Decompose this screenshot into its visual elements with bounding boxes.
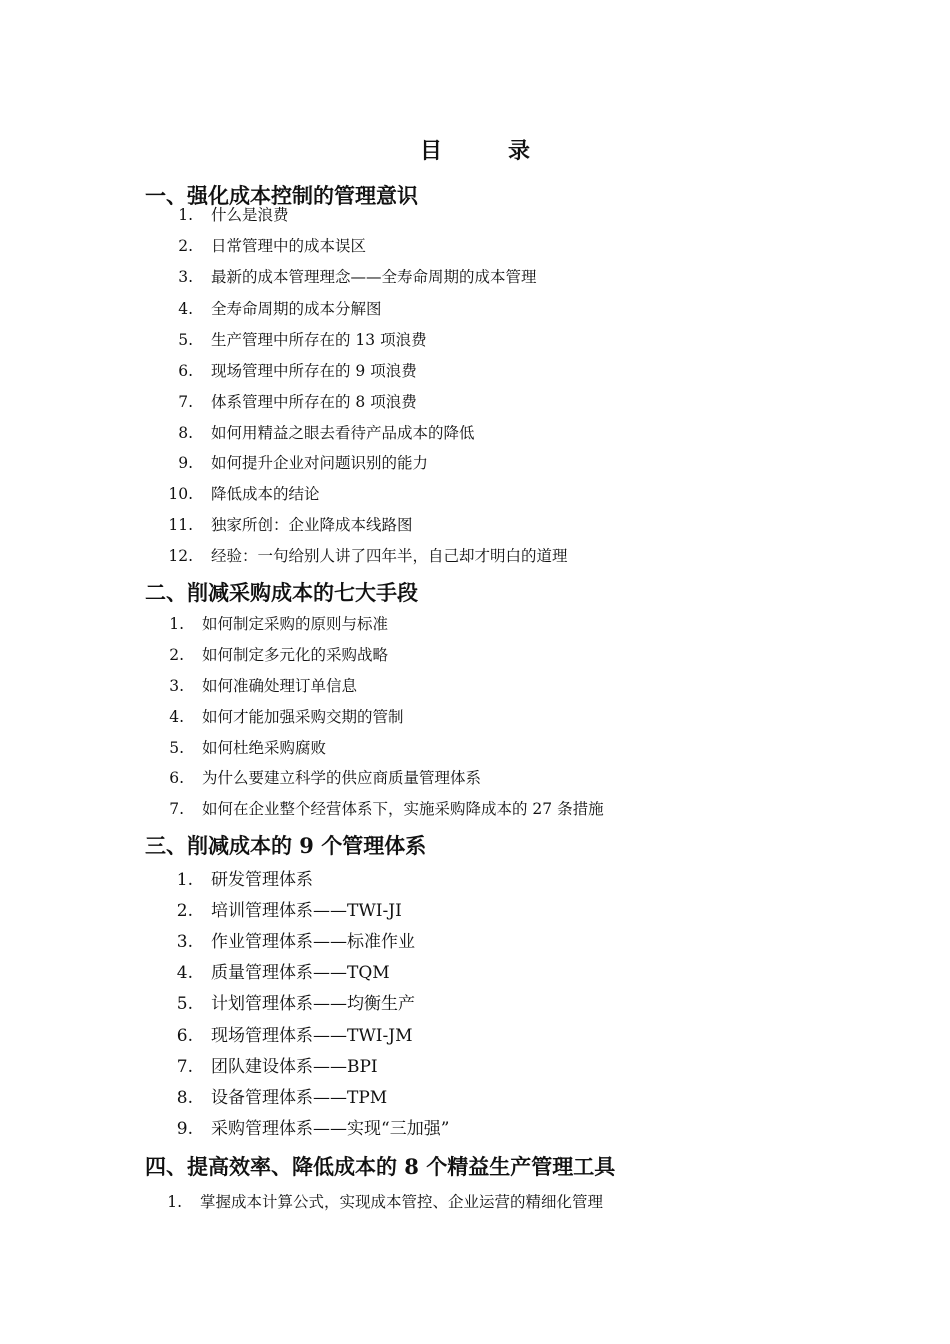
list-item: 2. 培训管理体系——TWI-JI xyxy=(176,901,402,921)
list-item: 9. 如何提升企业对问题识别的能力 xyxy=(178,454,429,472)
section-heading-1: 一、强化成本控制的管理意识 xyxy=(145,183,418,208)
list-item: 3. 最新的成本管理理念——全寿命周期的成本管理 xyxy=(178,268,537,286)
list-item: 4. 全寿命周期的成本分解图 xyxy=(178,300,382,318)
list-item: 3. 作业管理体系——标准作业 xyxy=(176,932,415,952)
list-item: 1. 掌握成本计算公式，实现成本管控、企业运营的精细化管理 xyxy=(167,1193,604,1211)
list-item: 5. 生产管理中所存在的 13 项浪费 xyxy=(178,331,427,349)
list-item: 1. 研发管理体系 xyxy=(176,870,313,890)
list-item: 7. 体系管理中所存在的 8 项浪费 xyxy=(178,393,417,411)
section-heading-3: 三、削减成本的 9 个管理体系 xyxy=(145,833,427,858)
page-title xyxy=(0,134,950,165)
list-item: 7. 如何在企业整个经营体系下，实施采购降成本的 27 条措施 xyxy=(169,800,604,818)
list-item: 5. 如何杜绝采购腐败 xyxy=(169,739,327,757)
section-heading-2: 二、削减采购成本的七大手段 xyxy=(145,580,418,605)
list-item: 1. 如何制定采购的原则与标准 xyxy=(169,615,389,633)
list-item: 3. 如何准确处理订单信息 xyxy=(169,677,358,695)
list-item: 2. 日常管理中的成本误区 xyxy=(178,237,367,255)
title-right: 录 xyxy=(508,138,531,164)
list-item: 12. 经验：一句给别人讲了四年半，自己却才明白的道理 xyxy=(168,547,568,565)
list-item: 5. 计划管理体系——均衡生产 xyxy=(176,994,415,1014)
section-heading-4: 四、提高效率、降低成本的 8 个精益生产管理工具 xyxy=(145,1154,616,1179)
list-item: 6. 现场管理体系——TWI-JM xyxy=(176,1026,413,1046)
list-item: 7. 团队建设体系——BPI xyxy=(176,1057,378,1077)
list-item: 6. 为什么要建立科学的供应商质量管理体系 xyxy=(169,769,482,787)
list-item: 8. 如何用精益之眼去看待产品成本的降低 xyxy=(178,424,475,442)
list-item: 2. 如何制定多元化的采购战略 xyxy=(169,646,389,664)
list-item: 4. 质量管理体系——TQM xyxy=(176,963,390,983)
list-item: 6. 现场管理中所存在的 9 项浪费 xyxy=(178,362,417,380)
list-item: 8. 设备管理体系——TPM xyxy=(176,1088,388,1108)
list-item: 4. 如何才能加强采购交期的管制 xyxy=(169,708,404,726)
list-item: 11. 独家所创：企业降成本线路图 xyxy=(168,516,413,534)
title-left: 目 xyxy=(419,138,442,164)
list-item: 10. 降低成本的结论 xyxy=(168,485,320,503)
list-item: 9. 采购管理体系——实现“三加强” xyxy=(176,1119,450,1139)
list-item: 1. 什么是浪费 xyxy=(178,206,289,224)
